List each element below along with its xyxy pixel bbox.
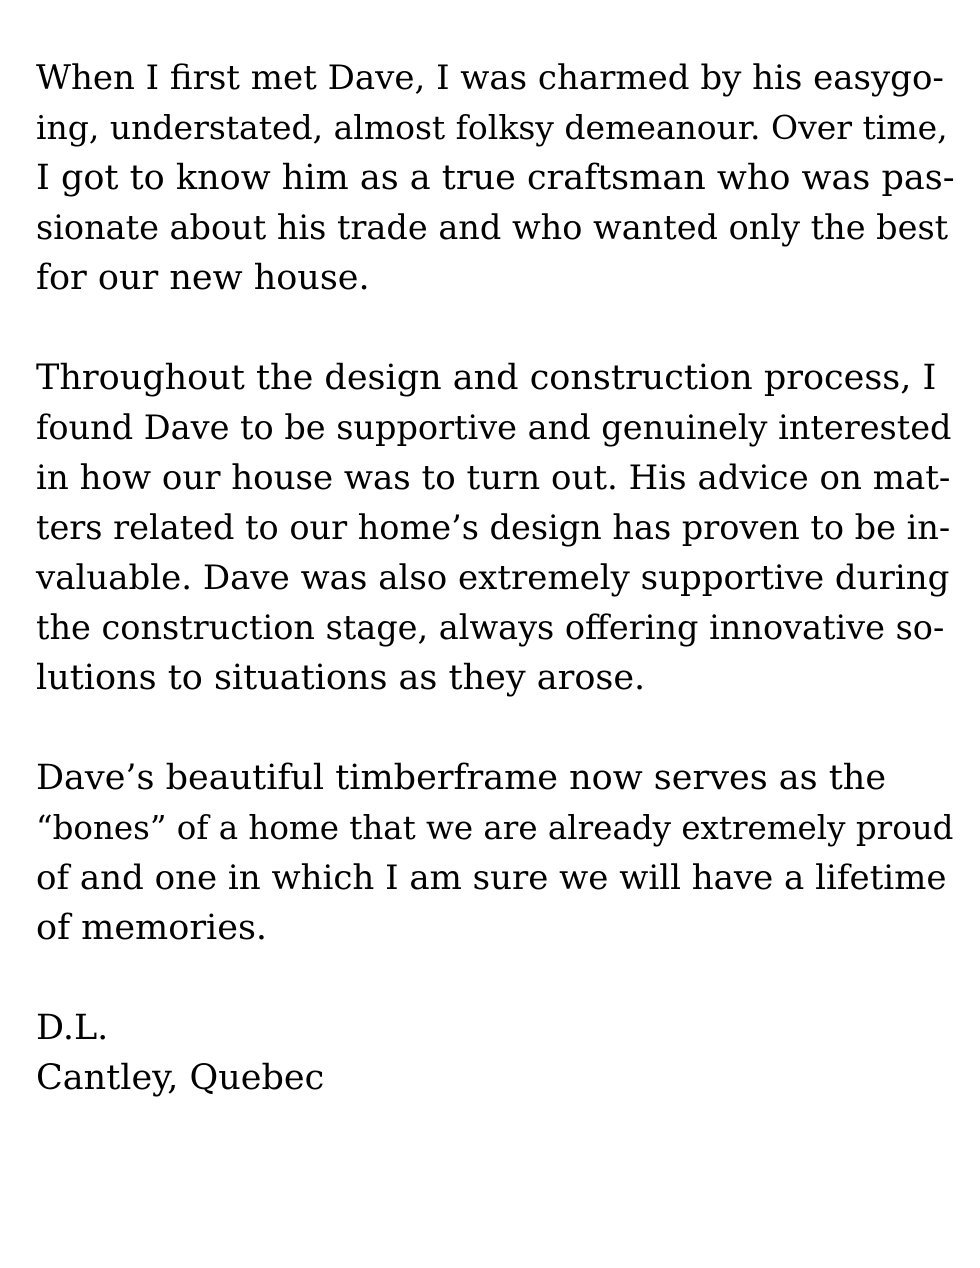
paragraph-line: in how our house was to turn out. His advice on mat- xyxy=(36,458,951,498)
paragraph-line: ing, understated, almost folksy demeanour. Over time, xyxy=(36,108,948,147)
paragraph-line: valuable. Dave was also extremely supportive during xyxy=(36,558,950,598)
paragraph-line: sionate about his trade and who wanted only the best xyxy=(36,208,949,247)
signature-location: Cantley, Quebec xyxy=(36,1058,325,1098)
signature-block xyxy=(36,1003,956,1103)
signature-initials: D.L. xyxy=(36,1008,109,1048)
paragraph-line: of and one in which I am sure we will have a lifetime xyxy=(36,858,947,898)
paragraph-line: ters related to our home’s design has proven to be in- xyxy=(36,508,951,547)
testimonial-paragraph-3 xyxy=(36,753,956,953)
paragraph-spacer xyxy=(36,303,956,353)
paragraph-line: Dave’s beautiful timberframe now serves as the xyxy=(36,758,887,798)
paragraph-line: Throughout the design and construction process, I xyxy=(36,358,937,398)
paragraph-line: found Dave to be supportive and genuinely interested xyxy=(36,408,952,447)
paragraph-line: lutions to situations as they arose. xyxy=(36,658,646,698)
testimonial-paragraph-2 xyxy=(36,353,956,703)
paragraph-line: I got to know him as a true craftsman who was pas- xyxy=(36,158,955,198)
paragraph-spacer xyxy=(36,953,956,1003)
paragraph-spacer xyxy=(36,703,956,753)
paragraph-line: of memories. xyxy=(36,908,268,948)
paragraph-line: the construction stage, always offering innovative so- xyxy=(36,608,945,647)
paragraph-line: for our new house. xyxy=(36,258,370,298)
testimonial-document xyxy=(36,53,956,1103)
paragraph-line: “bones” of a home that we are already extremely proud xyxy=(36,809,954,847)
paragraph-line: When I first met Dave, I was charmed by his easygo- xyxy=(36,58,944,98)
testimonial-paragraph-1 xyxy=(36,53,956,303)
